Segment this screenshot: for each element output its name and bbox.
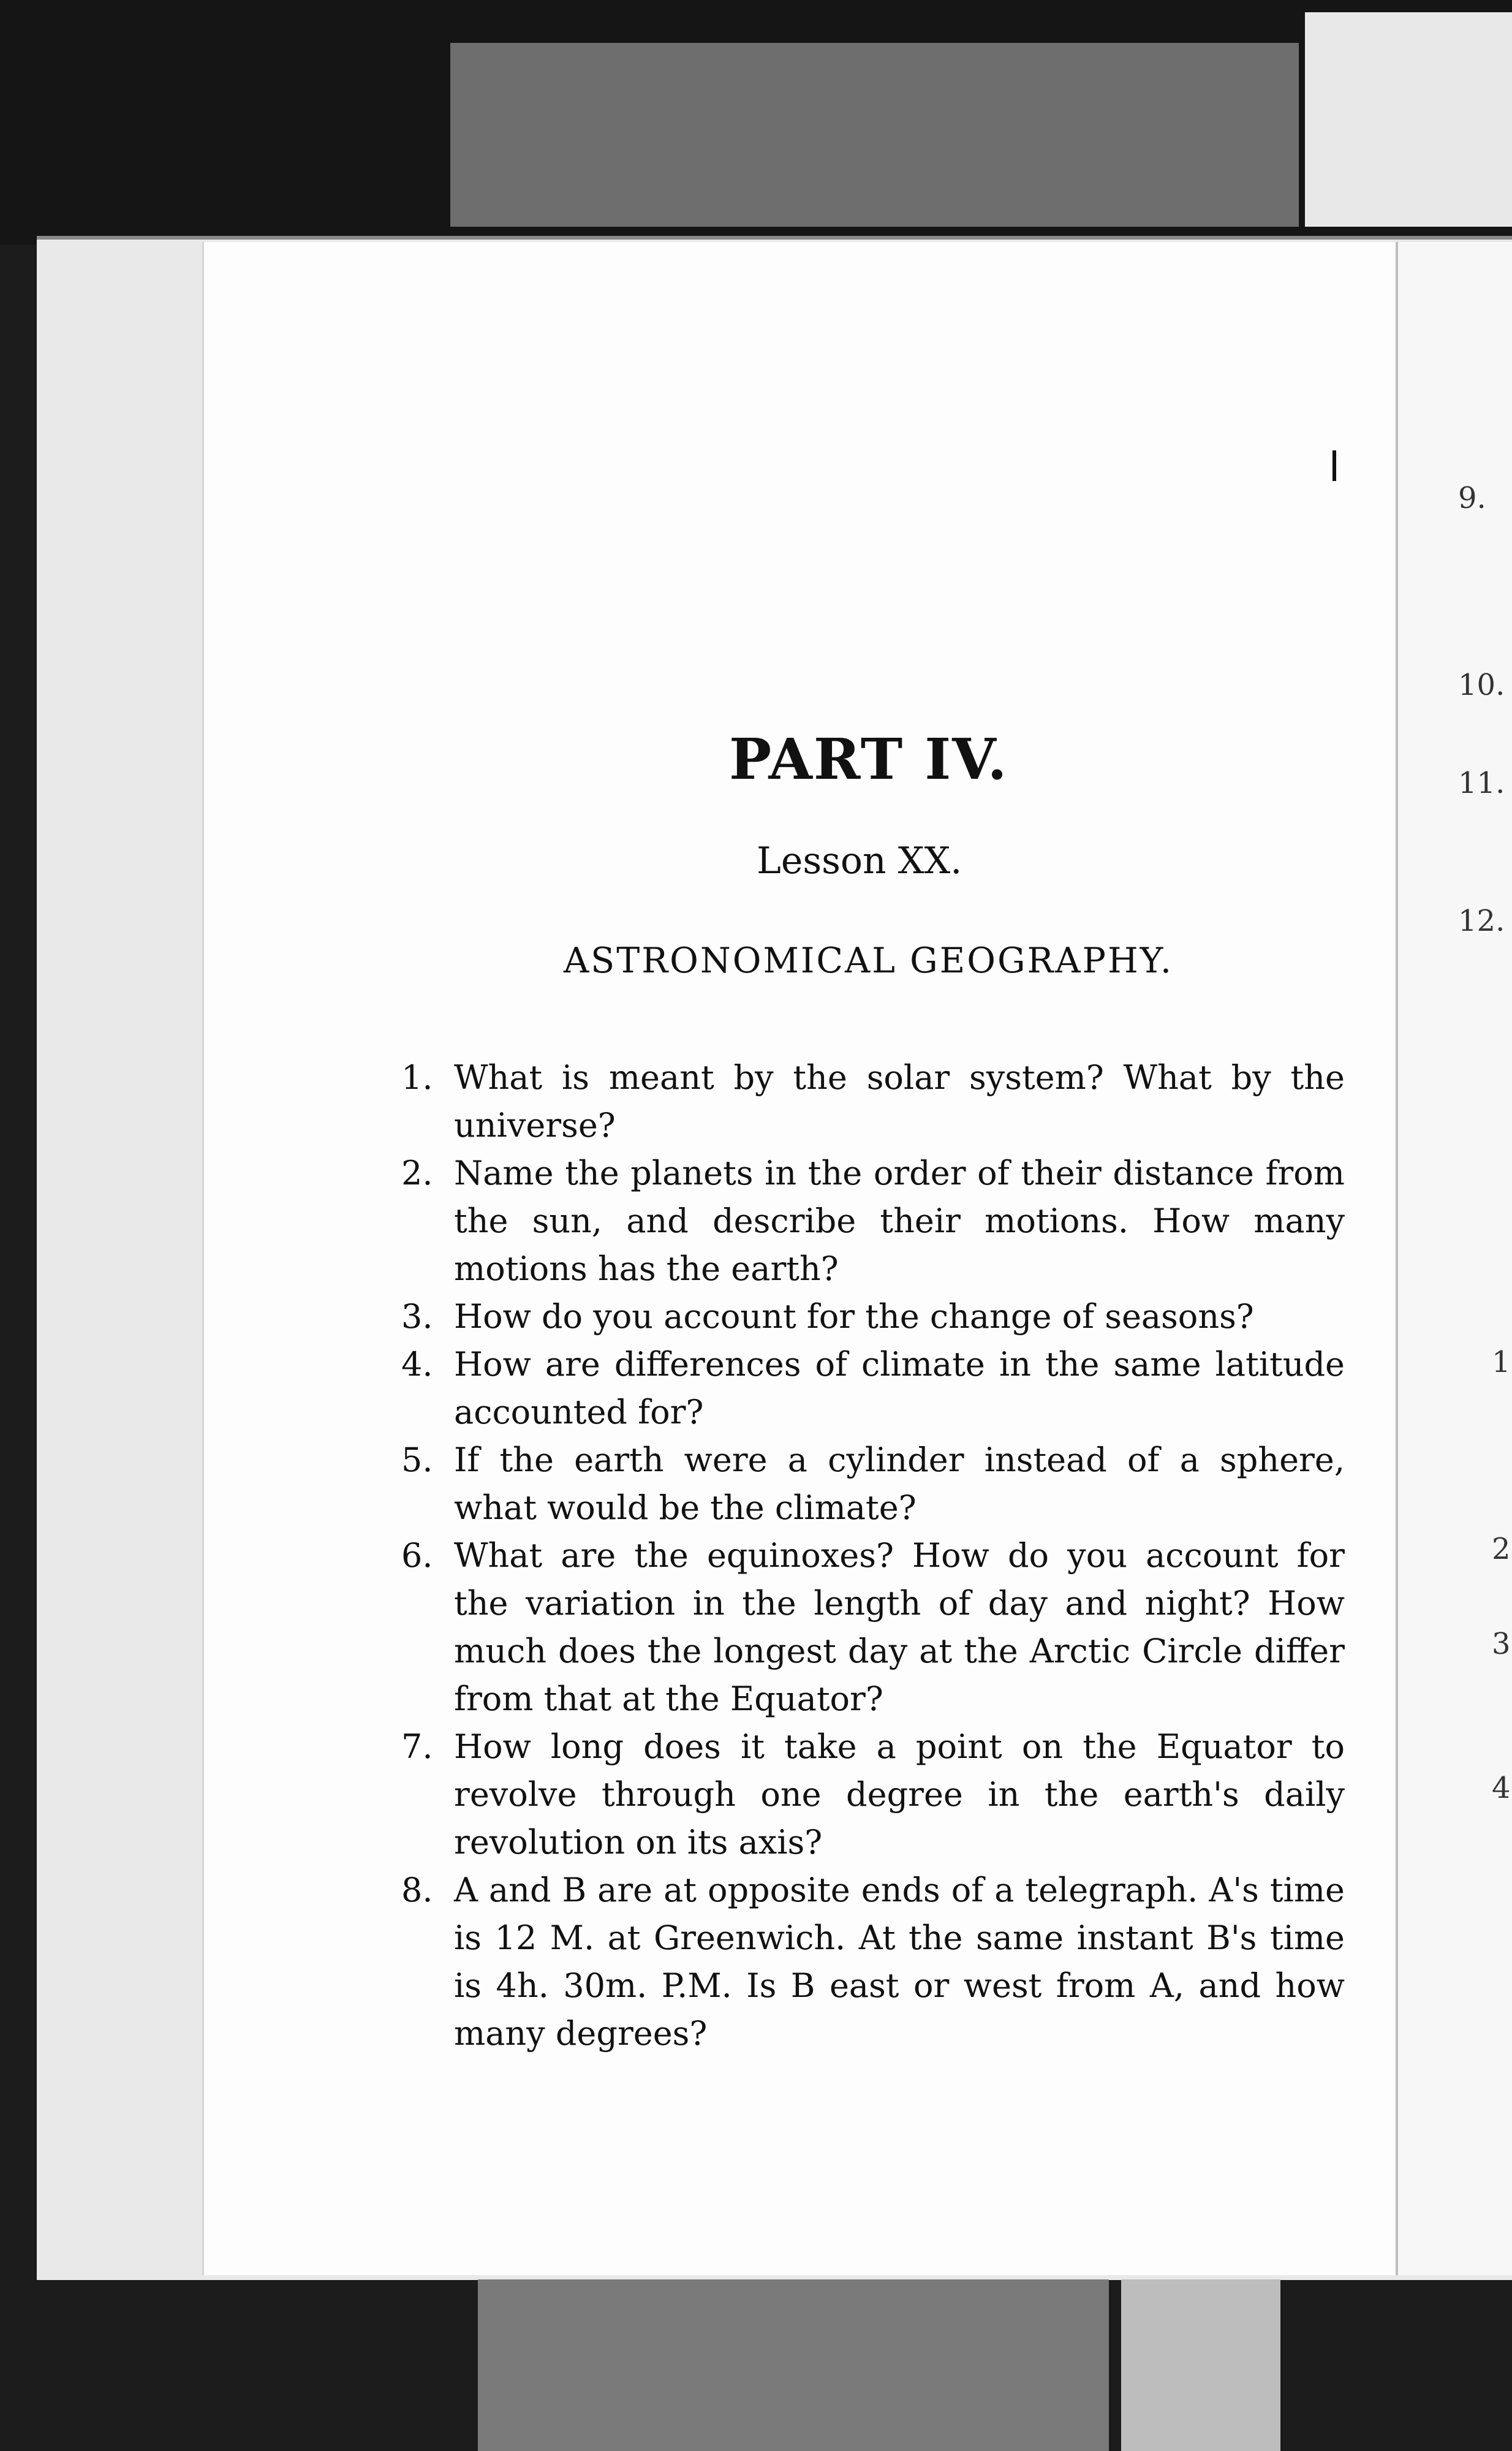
- binding-tape-top-light: [1305, 12, 1512, 227]
- question-text: What is meant by the solar system? What by the universe?: [454, 1058, 1345, 1145]
- question-item: [401, 1150, 1345, 1293]
- question-number: 4.: [401, 1345, 433, 1384]
- question-item: [401, 1532, 1345, 1723]
- question-item: [401, 1341, 1345, 1436]
- question-list: [401, 1054, 1345, 2058]
- section-title: ASTRONOMICAL GEOGRAPHY.: [564, 941, 1174, 981]
- question-text: A and B are at opposite ends of a telegraph. A's time is 12 M. at Greenwich. At the same instant B's time is 4h. 30m. P.M. Is B east or west from A, and how many degrees?: [454, 1871, 1345, 2053]
- question-text: How do you account for the change of seasons?: [454, 1297, 1254, 1336]
- question-number: 1.: [401, 1058, 433, 1097]
- binding-tape-bottom: [478, 2279, 1109, 2451]
- question-number: 7.: [401, 1727, 433, 1766]
- adjacent-page-number: 10.: [1458, 668, 1505, 702]
- page-mark: [1332, 450, 1336, 481]
- question-number: 2.: [401, 1154, 433, 1192]
- adjacent-page-number: 1: [1492, 1345, 1511, 1379]
- question-text: How long does it take a point on the Equator to revolve through one degree in the earth's daily revolution on its axis?: [454, 1727, 1345, 1862]
- binding-tape-top: [450, 43, 1299, 227]
- adjacent-page-edge: [1398, 242, 1512, 2275]
- question-item: [401, 1436, 1345, 1532]
- adjacent-page-number: 12.: [1458, 904, 1505, 938]
- question-number: 5.: [401, 1441, 433, 1479]
- lesson-title: Lesson XX.: [757, 839, 962, 882]
- question-text: How are differences of climate in the same latitude accounted for?: [454, 1345, 1345, 1431]
- question-number: 6.: [401, 1536, 433, 1575]
- part-title: PART IV.: [729, 726, 1008, 792]
- question-number: 8.: [401, 1871, 433, 1909]
- question-item: [401, 1723, 1345, 1866]
- question-item: [401, 1054, 1345, 1150]
- binding-tape-bottom-light: [1121, 2279, 1280, 2451]
- adjacent-page-number: 2: [1492, 1532, 1511, 1566]
- adjacent-page-number: 11.: [1458, 766, 1505, 800]
- question-number: 3.: [401, 1297, 433, 1336]
- question-text: Name the planets in the order of their distance from the sun, and describe their motions. How many motions has the earth?: [454, 1154, 1345, 1288]
- adjacent-page-number: 9.: [1458, 481, 1486, 515]
- question-item: [401, 1293, 1345, 1341]
- question-item: [401, 1866, 1345, 2058]
- adjacent-page-number: 4: [1492, 1771, 1511, 1805]
- adjacent-page-number: 3: [1492, 1627, 1511, 1661]
- question-text: What are the equinoxes? How do you account for the variation in the length of day and night? How much does the longest day at the Arctic Circle differ from that at the Equator?: [454, 1536, 1345, 1718]
- question-text: If the earth were a cylinder instead of a sphere, what would be the climate?: [454, 1441, 1345, 1527]
